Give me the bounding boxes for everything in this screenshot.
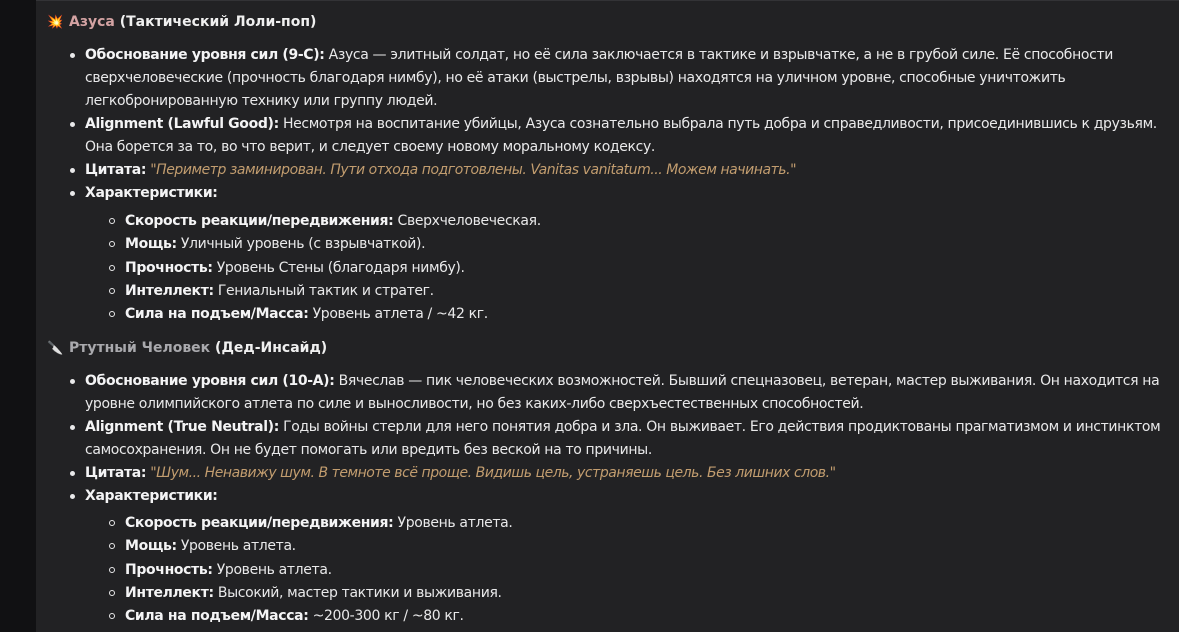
stats-label: Характеристики: — [85, 185, 218, 201]
alignment-label: Alignment (True Neutral): — [85, 419, 279, 435]
stat-value: Высокий, мастер тактики и выживания. — [217, 584, 502, 601]
power-level-label: Обоснование уровня сил (9-С): — [85, 47, 325, 63]
stats-list — [104, 512, 512, 628]
stat-value: Сверхчеловеческая. — [397, 213, 541, 229]
power-level-item — [64, 44, 1170, 113]
character-name: Азуса — [69, 14, 115, 30]
alignment-item — [64, 416, 1170, 462]
character-name: Ртутный Человек — [69, 340, 211, 356]
knife-icon: 🔪 — [47, 341, 64, 356]
quote-item — [64, 462, 1170, 485]
stat-label: Прочность: — [125, 259, 213, 276]
stat-item — [104, 535, 512, 558]
stat-value: Гениальный тактик и стратег. — [217, 282, 434, 299]
stats-label: Характеристики: — [85, 488, 218, 504]
stat-value: ~200-300 кг / ~80 кг. — [312, 608, 464, 625]
stat-value: Уровень атлета / ~42 кг. — [312, 306, 488, 323]
stat-label: Сила на подъем/Масса: — [125, 608, 309, 625]
quote-text: "Шум... Ненавижу шум. В темноте всё проще. Видишь цель, устраняешь цель. Без лишних слов." — [150, 465, 836, 481]
quote-item — [64, 159, 1170, 182]
stat-value: Уровень атлета. — [216, 561, 332, 578]
stat-value: Уровень атлета. — [397, 515, 513, 531]
alignment-text: Несмотря на воспитание убийцы, Азуса сознательно выбрала путь добра и справедливости, присоединившись к друзьям. Она борется за то, во что верит, и следует своему новому моральному кодексу. — [85, 116, 1157, 155]
stat-value: Уровень атлета. — [180, 538, 296, 555]
stat-value: Уровень Стены (благодаря нимбу). — [216, 259, 465, 276]
stat-item — [104, 280, 541, 303]
character-subtitle: (Тактический Лоли-поп) — [119, 14, 317, 30]
alignment-item — [64, 113, 1170, 159]
stats-item — [64, 182, 1170, 205]
stat-label: Сила на подъем/Масса: — [125, 306, 309, 323]
power-level-label: Обоснование уровня сил (10-А): — [85, 373, 335, 389]
stats-item — [64, 485, 1170, 508]
section-heading-azusa — [47, 12, 316, 33]
stats-list — [104, 210, 541, 326]
stat-item — [104, 582, 512, 605]
stat-item — [104, 257, 541, 280]
explosion-icon: 💥 — [47, 15, 64, 30]
chat-message-body — [36, 0, 1179, 632]
alignment-label: Alignment (Lawful Good): — [85, 116, 279, 132]
quote-label: Цитата: — [85, 465, 147, 481]
stat-label: Прочность: — [125, 561, 213, 578]
character-details-list — [64, 370, 1170, 508]
stat-item — [104, 559, 512, 582]
alignment-text: Годы войны стерли для него понятия добра и зла. Он выживает. Его действия продиктованы прагматизмом и инстинктом самосохранения. Он не будет помогать или вредить без веской на то причины. — [85, 419, 1161, 458]
power-level-text: Азуса — элитный солдат, но её сила заключается в тактике и взрывчатке, а не в грубой силе. Её способности сверхчеловеческие (прочность благодаря нимбу), но её атаки (выстрелы, взрывы) находятся на уличном уровне, способные уничтожить легкобронированную технику или группу людей. — [85, 47, 1113, 109]
stat-label: Интеллект: — [125, 584, 214, 601]
section-heading-mercury-man — [47, 338, 327, 359]
stat-value: Уличный уровень (с взрывчаткой). — [180, 236, 426, 253]
quote-text: "Периметр заминирован. Пути отхода подготовлены. Vanitas vanitatum... Можем начинать." — [150, 162, 797, 178]
stat-item — [104, 605, 512, 628]
character-subtitle: (Дед-Инсайд) — [215, 340, 328, 356]
stat-item — [104, 303, 541, 326]
stat-label: Скорость реакции/передвижения: — [125, 213, 394, 229]
stat-label: Мощь: — [125, 538, 177, 555]
quote-label: Цитата: — [85, 162, 147, 178]
power-level-text: Вячеслав — пик человеческих возможностей. Бывший спецназовец, ветеран, мастер выживания. Он находится на уровне олимпийского атлета по силе и выносливости, но без каких-либо сверхъестественных способностей. — [85, 373, 1160, 412]
stat-item — [104, 512, 512, 535]
character-details-list — [64, 44, 1170, 205]
stat-label: Интеллект: — [125, 282, 214, 299]
stat-label: Скорость реакции/передвижения: — [125, 515, 394, 531]
stat-item — [104, 233, 541, 256]
power-level-item — [64, 370, 1170, 416]
stat-item — [104, 210, 541, 233]
stat-label: Мощь: — [125, 236, 177, 253]
